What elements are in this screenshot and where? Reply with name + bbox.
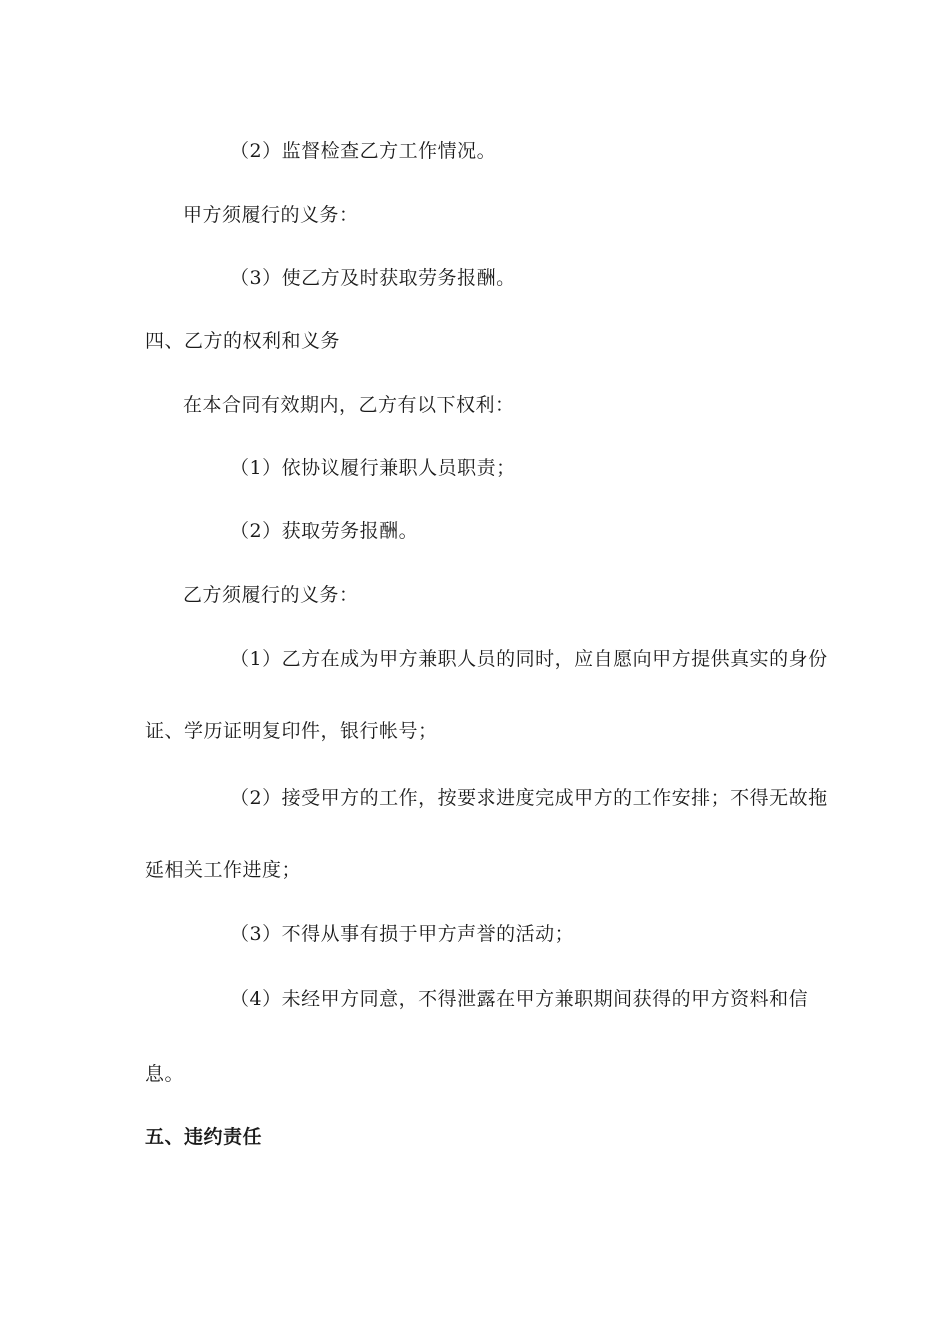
party-b-rights-intro: 在本合同有效期内，乙方有以下权利：: [183, 394, 515, 416]
clause-accept-work-cont: 延相关工作进度；: [145, 859, 302, 881]
clause-get-remuneration: （2）获取劳务报酬。: [230, 520, 419, 542]
clause-supervise-work: （2）监督检查乙方工作情况。: [230, 140, 497, 162]
clause-accept-work: （2）接受甲方的工作，按要求进度完成甲方的工作安排；不得无故拖: [230, 787, 828, 809]
section-five-heading: 五、违约责任: [145, 1126, 263, 1148]
clause-provide-documents: （1）乙方在成为甲方兼职人员的同时，应自愿向甲方提供真实的身份: [230, 648, 828, 670]
section-four-heading: 四、乙方的权利和义务: [145, 330, 341, 352]
clause-timely-payment: （3）使乙方及时获取劳务报酬。: [230, 267, 516, 289]
party-a-obligations-heading: 甲方须履行的义务：: [183, 204, 359, 226]
clause-provide-documents-cont: 证、学历证明复印件，银行帐号；: [145, 720, 438, 742]
clause-confidentiality: （4）未经甲方同意，不得泄露在甲方兼职期间获得的甲方资料和信: [230, 988, 809, 1010]
clause-no-harm-reputation: （3）不得从事有损于甲方声誉的活动；: [230, 923, 575, 945]
clause-perform-duties: （1）依协议履行兼职人员职责；: [230, 457, 516, 479]
clause-confidentiality-cont: 息。: [145, 1063, 185, 1085]
party-b-obligations-heading: 乙方须履行的义务：: [183, 584, 359, 606]
